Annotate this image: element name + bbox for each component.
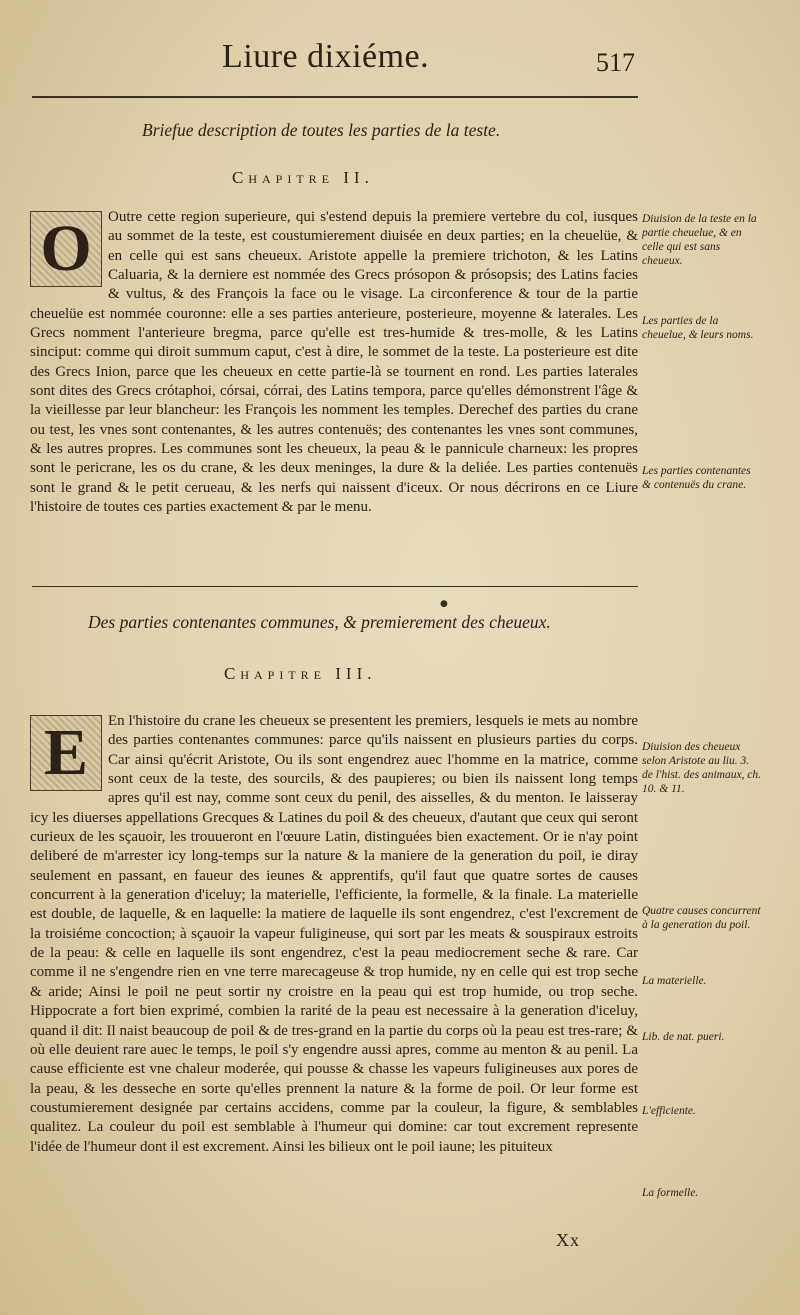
chapter-heading-2: Chapitre III. xyxy=(224,664,377,683)
signature-mark: Xx xyxy=(556,1230,580,1250)
page-number: 517 xyxy=(596,48,635,77)
margin-note: L'efficiente. xyxy=(642,1105,696,1117)
margin-note: Diuision de la teste en la partie cheuelue, & en celle qui est sans cheueux. xyxy=(642,213,757,267)
section-caption-2: Des parties contenantes communes, & premierement des cheueux. xyxy=(88,612,551,632)
chapter-3-body xyxy=(30,712,638,1157)
running-title: Liure dixiéme. xyxy=(222,38,430,75)
section-rule xyxy=(32,586,638,587)
chapter-2-text: Outre cette region superieure, qui s'estend depuis la premiere vertebre du col, iusques au sommet de la teste, est coustumierement diuisée en deux parties; en la cheuelüe, & en celle qui est sans cheueux. Aristote appelle la premiere trichoton, & les Latins Caluaria, & la derniere est nommée des Grecs prósopon & prósopsis; des Latins facies & vultus, & des François la face ou le visage. La circonference & tour de la partie cheuelüe est nommée couronne: elle a ses parties anterieure, posterieure, moyenne & laterales. Les Grecs nomment l'anterieure bregma, parce qu'elle est tres-humide & tres-molle, & les Latins sinciput: comme qui diroit summum caput, c'est à dire, le sommet de la teste. La posterieure est dite des Grecs Inion, parce que les cheueux en cette partie-là se tournent en rond. Les parties laterales sont dites des Grecs crótaphoi, córsai, córrai, des Latins tempora, parce qu'elles démonstrent l'âge & la vieillesse par leur blancheur: les François les nomment les temples. Derechef des parties du crane ou test, les vnes sont contenantes, & les autres contenuës; des contenantes les vnes sont communes, & les autres propres. Les communes sont les cheueux, la peau & le pannicule charneux: les propres sont le pericrane, les os du crane, & les deux meninges, la dure & la deliée. Les parties contenuës sont le grand & le petit cerueau, & les nerfs qui naissent d'iceux. Or nous décrirons en ce Liure l'histoire de toutes ces parties exactement & par le menu. xyxy=(30,209,638,516)
margin-note: Les parties de la cheuelue, & leurs noms. xyxy=(642,315,754,341)
section-caption-1: Briefue description de toutes les parties de la teste. xyxy=(142,120,501,140)
chapter-3-text: En l'histoire du crane les cheueux se presentent les premiers, lesquels ie mets au nombre des parties contenantes communes: parce qu'ils naissent en plusieurs parties du corps. Car ainsi qu'écrit Aristote, Ou ils sont engendrez auec l'homme en la matrice, comme sont ceux de la teste, des sourcils, & des paupieres; ou bien ils naissent long temps apres qu'il est nay, comme sont ceux du penil, des aisselles, & du menton. Ie laisseray icy les diuerses appellations Grecques & Latines du poil & des cheueux, d'autant que ceux qui seront curieux de les sçauoir, les trouueront en l'œuure Latin, distinguées bien exactement. Or ie n'ay point deliberé de m'arrester icy long-temps sur la nature & la maniere de la generation du poil, ie diray seulement en passant, en faueur des ieunes & apprentifs, qu'il faut que quatre sortes de causes concurrent à la generation d'iceluy; la materielle, l'efficiente, la formelle, & la finale. La materielle est double, de laquelle, & en laquelle: la matiere de laquelle ils sont engendrez, c'est l'excrement de la troisiéme concoction; à sçauoir la vapeur fuligineuse, qui sort par les meats & souspiraux estroits de la peau: & celle en laquelle ils sont engendrez, c'est la peau mediocrement seche & rare. Car comme il ne s'engendre rien en vne terre marecageuse & trop humide, ny en celle qui est trop seche & aride; Ainsi le poil ne peut sortir ny croistre en la peau qui est trop humide, ou trop seche. Hippocrate a fort bien exprimé, combien la rarité de la peau est necessaire à la generation d'iceluy, quand il dit: Il naist beaucoup de poil & de tres-grand en la partie du corps où la peau est tres-rare; & où elle deuient rare auec le temps, le poil s'y engendre aussi apres, comme au menton & au penil. La cause efficiente est vne chaleur moderée, qui pousse & chasse les vapeurs fuligineuses aux pores de la peau, & les desseche en sorte qu'elles prennent la nature & la forme de poil. Or leur forme est coustumierement designée par certains accidens, comme par la couleur, la figure, & semblables qualitez. La couleur du poil est semblable à l'humeur qui domine: car tout excrement represente l'idée de l'humeur dont il est excrement. Ainsi les bilieux ont le poil iaune; les pituiteux xyxy=(30,713,638,1155)
margin-note: La formelle. xyxy=(642,1187,699,1199)
margin-note: La materielle. xyxy=(642,975,707,987)
margin-note: Les parties contenantes & contenuës du crane. xyxy=(642,465,751,491)
header-rule xyxy=(32,96,638,98)
margin-note: Lib. de nat. pueri. xyxy=(642,1031,725,1043)
margin-note: Quatre causes concurrent à la generation du poil. xyxy=(642,905,761,931)
margin-note: Diuision des cheueux selon Aristote au liu. 3. de l'hist. des animaux, ch. 10. & 11. xyxy=(642,741,762,795)
ornament-dot-icon: ● xyxy=(440,599,448,609)
chapter-2-body xyxy=(30,208,638,518)
chapter-heading-1: Chapitre II. xyxy=(232,168,374,187)
decorated-initial-1: O xyxy=(30,211,102,287)
running-head xyxy=(0,38,800,88)
decorated-initial-2: E xyxy=(30,715,102,791)
